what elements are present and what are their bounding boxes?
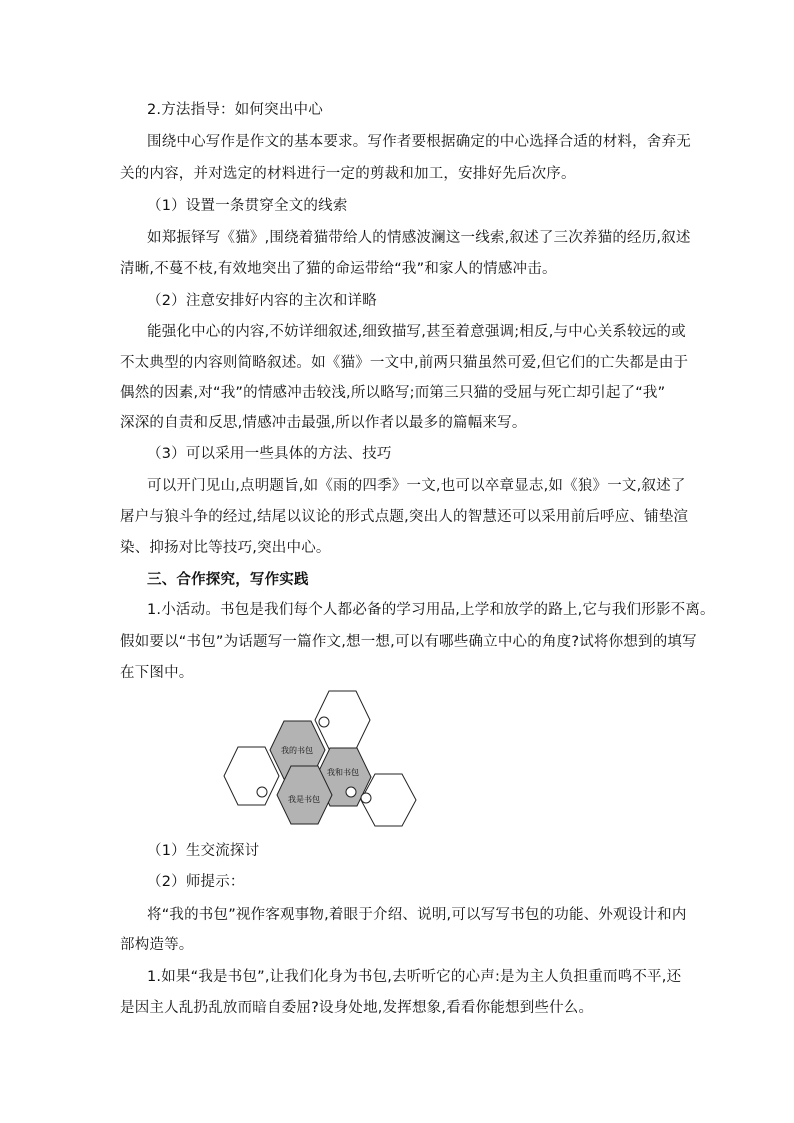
point2-line-2: 不太典型的内容则简略叙述。如《猫》一文中,前两只猫虽然可爱,但它们的亡失都是由于 [120,355,689,371]
label-my-bag: 我的书包 [281,746,313,755]
point3-line-1: 可以开门见山,点明题旨,如《雨的四季》一文,也可以卒章显志,如《狼》一文,叙述了 [147,478,686,494]
point1-line-2: 清晰,不蔓不枝,有效地突出了猫的命运带给“我”和家人的情感冲击。 [120,261,557,277]
example-line-2: 是因主人乱扔乱放而暗自委屈?设身处地,发挥想象,看看你能想到些什么。 [120,1000,594,1016]
point3-line-3: 染、抑扬对比等技巧,突出中心。 [120,540,331,556]
section3-heading: 三、合作探究，写作实践 [147,572,309,588]
activity-line-2: 假如要以“书包”为话题写一篇作文,想一想,可以有哪些确立中心的角度?试将你想到的填写 [120,634,697,650]
hexagon-diagram [220,688,420,828]
point2-line-4: 深深的自责和反思,情感冲击最强,所以作者以最多的篇幅来写。 [120,415,527,431]
point2-line-3: 偶然的因素,对“我”的情感冲击较浅,所以略写;而第三只猫的受屈与死亡却引起了“我” [120,385,666,401]
activity-line-3: 在下图中。 [120,665,194,681]
point3-line-2: 屠户与狼斗争的经过,结尾以议论的形式点题,突出人的智慧还可以采用前后呼应、铺垫渲 [120,509,689,525]
intro-line-2: 关的内容，并对选定的材料进行一定的剪裁和加工，安排好先后次序。 [120,166,576,182]
point2-title: （2）注意安排好内容的主次和详略 [147,293,377,309]
tip-line-2: 部构造等。 [120,937,194,953]
point2-line-1: 能强化中心的内容,不妨详细叙述,细致描写,甚至着意强调;相反,与中心关系较远的或 [147,324,686,340]
point1-title: （1）设置一条贯穿全文的线索 [147,198,348,214]
small-circle-top [319,717,329,727]
small-circle-right [361,793,371,803]
method-heading: 2.方法指导：如何突出中心 [147,102,323,118]
intro-line-1: 围绕中心写作是作文的基本要求。写作者要根据确定的中心选择合适的材料，舍弃无 [147,134,691,150]
point1-line-1: 如郑振铎写《猫》,围绕着猫带给人的情感波澜这一线索,叙述了三次养猫的经历,叙述 [147,230,691,246]
tip-line-1: 将“我的书包”视作客观事物,着眼于介绍、说明,可以写写书包的功能、外观设计和内 [147,907,687,923]
example-line-1: 1.如果“我是书包”,让我们化身为书包,去听听它的心声:是为主人负担重而鸣不平,还 [147,969,682,985]
point3-title: （3）可以采用一些具体的方法、技巧 [147,446,392,462]
small-circle-middle [346,787,356,797]
activity-line-1: 1.小活动。书包是我们每个人都必备的学习用品,上学和放学的路上,它与我们形影不离。 [147,602,715,618]
label-me-and-bag: 我和书包 [327,768,359,777]
label-i-am-bag: 我是书包 [288,795,320,804]
small-circle-left [257,787,267,797]
discussion-1: （1）生交流探讨 [147,843,260,859]
hexagon-empty-left [224,747,279,805]
discussion-2: （2）师提示： [147,874,245,890]
